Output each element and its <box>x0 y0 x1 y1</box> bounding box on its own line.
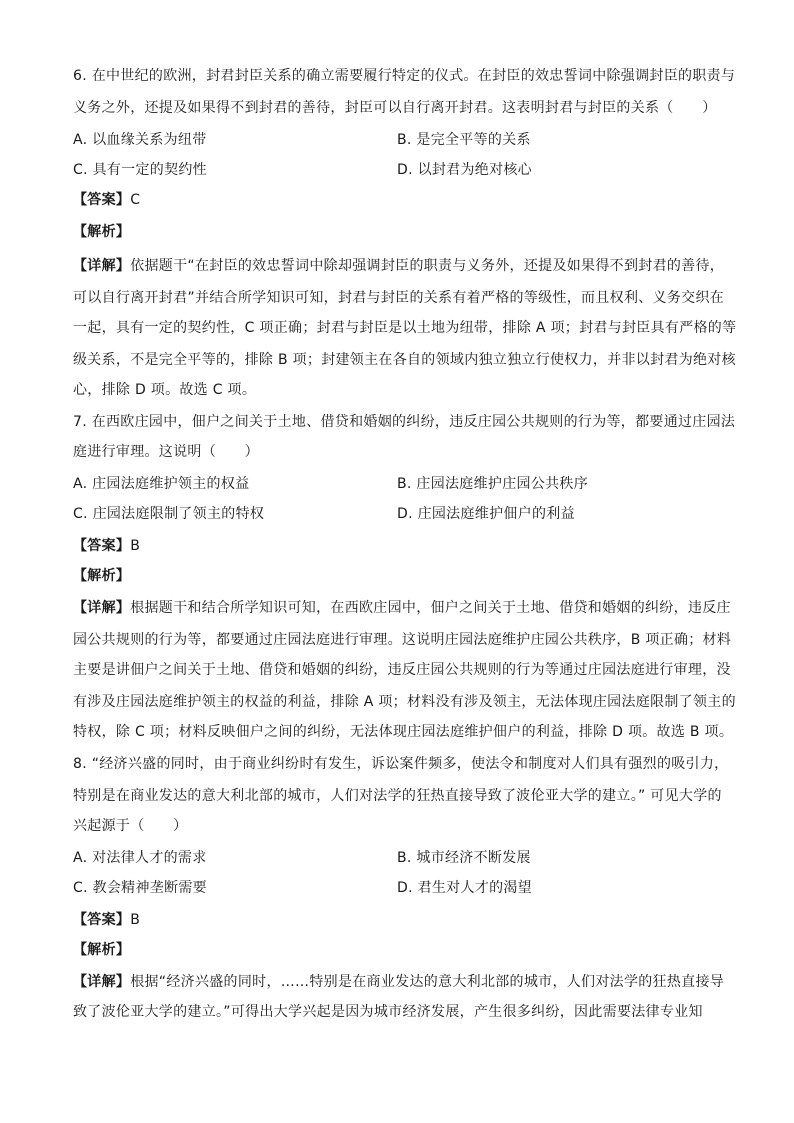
analysis-label: 【解析】 <box>73 224 131 240</box>
q6-stem-line-2: 义务之外，还提及如果得不到封君的善待，封臣可以自行离开封君。这表明封君与封臣的关系（ ） <box>73 100 717 116</box>
analysis-label: 【解析】 <box>73 568 131 584</box>
answer-value: B <box>130 912 141 928</box>
answer-label: 【答案】 <box>73 192 131 208</box>
detail-text: 依据题干“在封臣的效忠誓词中除却强调封臣的职责与义务外，还提及如果得不到封君的善待， <box>130 258 725 274</box>
q8-stem-line-1: 8. “经济兴盛的同时，由于商业纠纷时有发生，诉讼案件频多，使法令和制度对人们具有强烈的吸引力， <box>73 756 729 772</box>
q6-option-d: D. 以封君为绝对核心 <box>397 162 532 178</box>
q7-answer <box>73 536 140 556</box>
q8-option-b: B. 城市经济不断发展 <box>397 850 531 866</box>
detail-label: 【详解】 <box>73 974 131 990</box>
q7-detail-line-1 <box>73 598 731 618</box>
q6-option-b: B. 是完全平等的关系 <box>397 132 531 148</box>
detail-label: 【详解】 <box>73 600 131 616</box>
q6-detail-line-2: 可以自行离开封君”并结合所学知识可知，封君与封臣的关系有着严格的等级性，而且权利、义务交织在 <box>73 290 725 306</box>
q7-detail-line-4: 有涉及庄园法庭维护领主的权益的利益，排除 A 项；材料没有涉及领主，无法体现庄园法庭限制了领主的 <box>73 694 736 710</box>
q6-stem-line-1: 6. 在中世纪的欧洲，封君封臣关系的确立需要履行特定的仪式。在封臣的效忠誓词中除强调封臣的职责与 <box>73 68 736 84</box>
q7-detail-line-2: 园公共规则的行为等，都要通过庄园法庭进行审理。这说明庄园法庭维护庄园公共秩序，B 项正确；材料 <box>73 632 732 648</box>
q6-answer <box>73 190 140 210</box>
q6-option-a: A. 以血缘关系为纽带 <box>73 132 207 148</box>
q8-option-d: D. 君生对人才的渴望 <box>397 880 532 896</box>
q8-detail-line-1 <box>73 972 724 992</box>
detail-text: 根据题干和结合所学知识可知，在西欧庄园中，佃户之间关于土地、借贷和婚姻的纠纷，违反庄 <box>130 600 731 616</box>
q6-detail-line-1 <box>73 256 724 276</box>
q8-answer <box>73 910 140 930</box>
answer-value: C <box>130 192 141 208</box>
q8-stem-line-3: 兴起源于（ ） <box>73 818 188 834</box>
q7-option-b: B. 庄园法庭维护庄园公共秩序 <box>397 476 589 492</box>
analysis-label: 【解析】 <box>73 942 131 958</box>
q6-detail-line-3: 一起，具有一定的契约性，C 项正确；封君与封臣是以土地为纽带，排除 A 项；封君与封臣具有严格的等 <box>73 320 737 336</box>
q6-option-c: C. 具有一定的契约性 <box>73 162 207 178</box>
q6-detail-line-5: 心，排除 D 项。故选 C 项。 <box>73 382 257 398</box>
q7-option-a: A. 庄园法庭维护领主的权益 <box>73 476 250 492</box>
q8-detail-line-2: 致了波伦亚大学的建立。”可得出大学兴起是因为城市经济发展，产生很多纠纷，因此需要法律专业知 <box>73 1004 703 1020</box>
q7-detail-line-5: 特权，除 C 项；材料反映佃户之间的纠纷，无法体现庄园法庭维护佃户的利益，排除 D 项。故选 B 项。 <box>73 724 734 740</box>
q7-stem-line-1: 7. 在西欧庄园中，佃户之间关于土地、借贷和婚姻的纠纷，违反庄园公共规则的行为等，都要通过庄园法 <box>73 414 736 430</box>
q7-analysis-label <box>73 566 130 586</box>
answer-label: 【答案】 <box>73 912 131 928</box>
q6-analysis-label <box>73 222 130 242</box>
q7-option-c: C. 庄园法庭限制了领主的特权 <box>73 506 265 522</box>
q6-detail-line-4: 级关系，不是完全平等的，排除 B 项；封建领主在各自的领域内独立独立行使权力，并非以封君为绝对核 <box>73 352 736 368</box>
q8-analysis-label <box>73 940 130 960</box>
detail-text: 根据“经济兴盛的同时，……特别是在商业发达的意大利北部的城市，人们对法学的狂热直接导 <box>130 974 725 990</box>
answer-label: 【答案】 <box>73 538 131 554</box>
answer-value: B <box>130 538 141 554</box>
q7-option-d: D. 庄园法庭维护佃户的利益 <box>397 506 575 522</box>
detail-label: 【详解】 <box>73 258 131 274</box>
q8-stem-line-2: 特别是在商业发达的意大利北部的城市，人们对法学的狂热直接导致了波伦亚大学的建立。” 可见大学的 <box>73 788 722 804</box>
q7-detail-line-3: 主要是讲佃户之间关于土地、借贷和婚姻的纠纷，违反庄园公共规则的行为等通过庄园法庭进行审理，没 <box>73 662 731 678</box>
q7-stem-line-2: 庭进行审理。这说明（ ） <box>73 444 259 460</box>
q8-option-a: A. 对法律人才的需求 <box>73 850 207 866</box>
q8-option-c: C. 教会精神垄断需要 <box>73 880 207 896</box>
